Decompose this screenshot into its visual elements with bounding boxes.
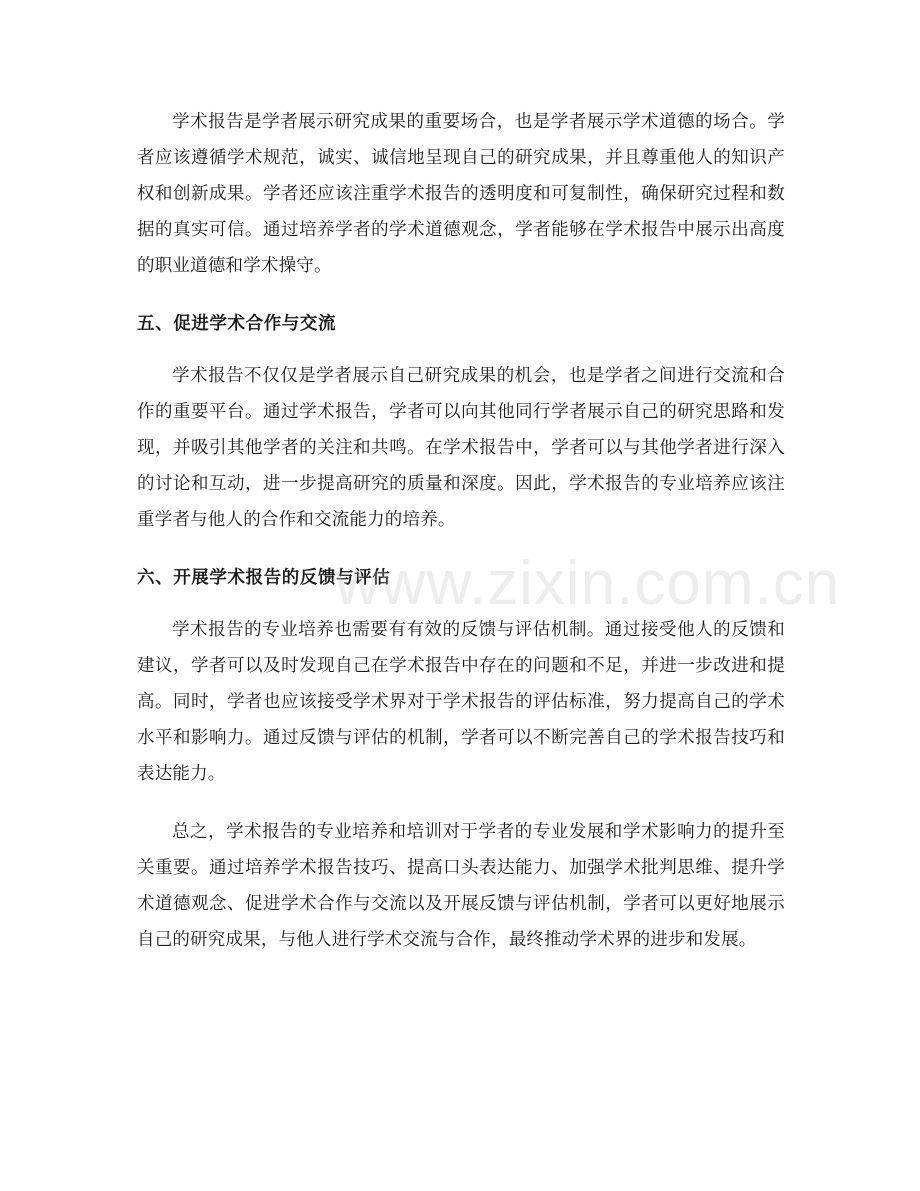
watermark: www.zixin.com.cn <box>335 549 841 618</box>
document-page <box>137 104 785 958</box>
conclusion-paragraph: 总之，学术报告的专业培养和培训对于学者的专业发展和学术影响力的提升至关重要。通过培养学术报告技巧、提高口头表达能力、加强学术批判思维、提升学术道德观念、促进学术合作与交流以及开展反馈与评估机制，学者可以更好地展示自己的研究成果，与他人进行学术交流与合作，最终推动学术界的进步和发展。 <box>137 822 785 950</box>
section-5-paragraph: 学术报告不仅仅是学者展示自己研究成果的机会，也是学者之间进行交流和合作的重要平台。通过学术报告，学者可以向其他同行学者展示自己的研究思路和发现，并吸引其他学者的关注和共鸣。在学术报告中，学者可以与其他学者进行深入的讨论和互动，进一步提高研究的质量和深度。因此，学术报告的专业培养应该注重学者与他人的合作和交流能力的培养。 <box>137 366 785 530</box>
section-heading-5: 五、促进学术合作与交流 <box>137 314 337 334</box>
intro-paragraph: 学术报告是学者展示研究成果的重要场合，也是学者展示学术道德的场合。学者应该遵循学术规范，诚实、诚信地呈现自己的研究成果，并且尊重他人的知识产权和创新成果。学者还应该注重学术报告的透明度和可复制性，确保研究过程和数据的真实可信。通过培养学者的学术道德观念，学者能够在学术报告中展示出高度的职业道德和学术操守。 <box>137 112 785 276</box>
section-heading-6: 六、开展学术报告的反馈与评估 <box>137 568 391 588</box>
section-6-paragraph: 学术报告的专业培养也需要有有效的反馈与评估机制。通过接受他人的反馈和建议，学者可以及时发现自己在学术报告中存在的问题和不足，并进一步改进和提高。同时，学者也应该接受学术界对于学术报告的评估标准，努力提高自己的学术水平和影响力。通过反馈与评估的机制，学者可以不断完善自己的学术报告技巧和表达能力。 <box>137 620 785 784</box>
